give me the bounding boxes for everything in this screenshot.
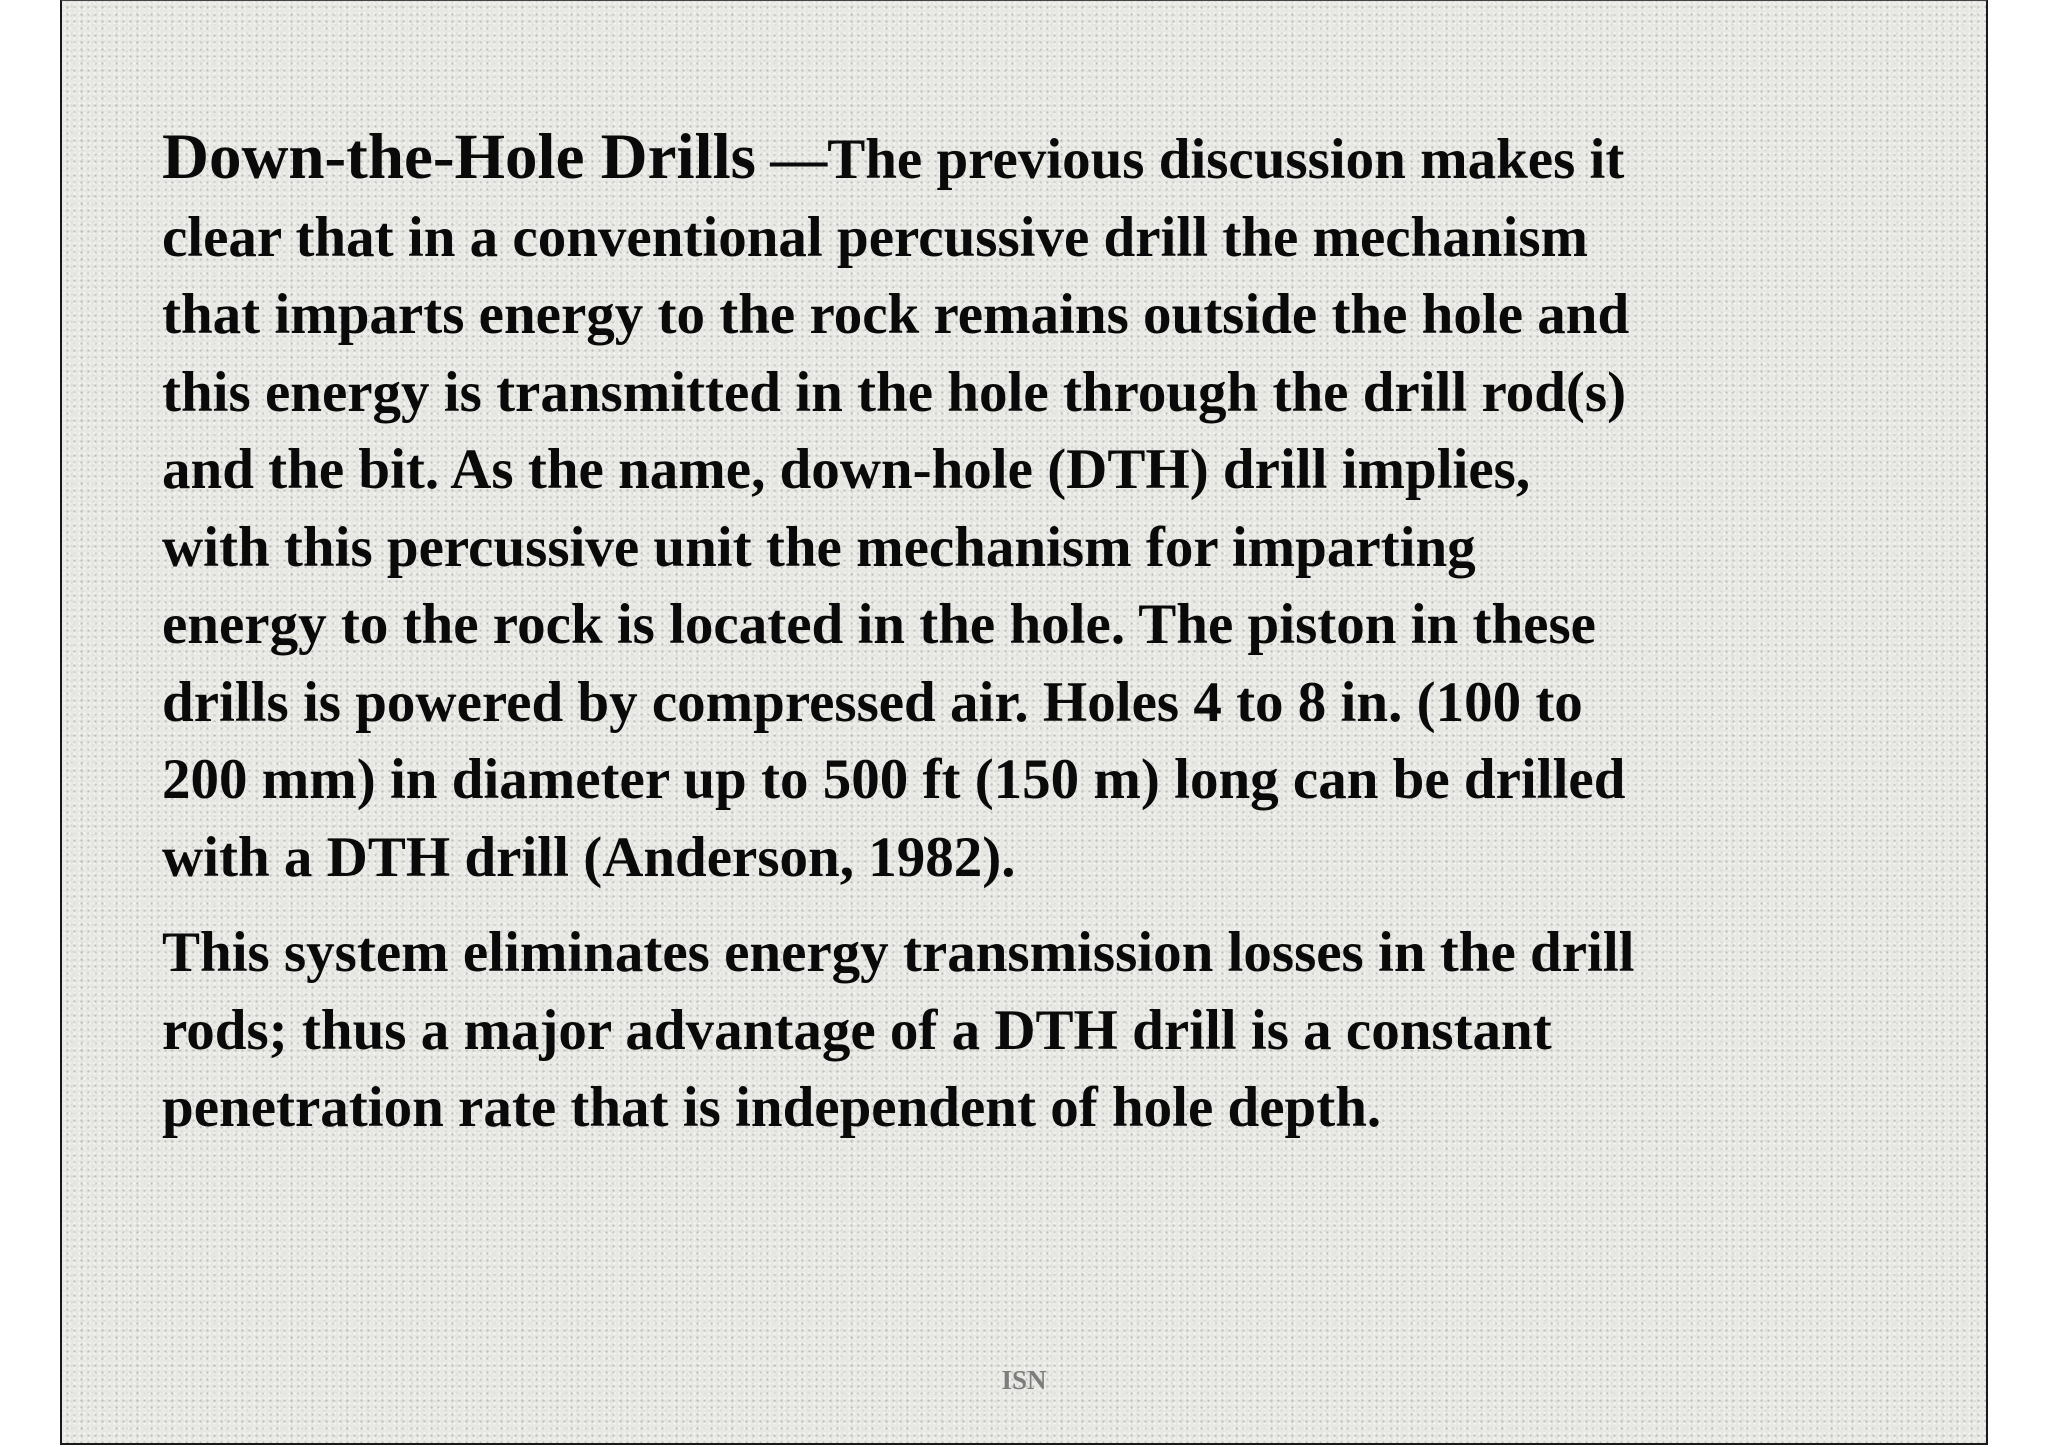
text-line: This system eliminates energy transmission losses in the drill	[162, 921, 1635, 984]
text-line: with a DTH drill (Anderson, 1982).	[162, 825, 1016, 889]
paragraph-dth-description	[162, 119, 1902, 896]
slide	[60, 0, 1988, 1445]
text-line: with this percussive unit the mechanism for imparting	[162, 515, 1476, 579]
footer-author-initials: ISN	[1001, 1365, 1047, 1395]
slide-heading: Down-the-Hole Drills	[162, 121, 756, 193]
text-line: —The previous discussion makes it	[755, 128, 1625, 191]
text-line: penetration rate that is independent of hole depth.	[162, 1076, 1382, 1139]
text-line: drills is powered by compressed air. Holes 4 to 8 in. (100 to	[162, 670, 1583, 734]
text-line: and the bit. As the name, down-hole (DTH) drill implies,	[162, 438, 1531, 501]
text-line: this energy is transmitted in the hole through the drill rod(s)	[162, 360, 1627, 424]
text-line: that imparts energy to the rock remains outside the hole and	[162, 283, 1630, 346]
text-line: rods; thus a major advantage of a DTH drill is a constant	[162, 998, 1552, 1062]
slide-content	[162, 119, 1902, 1147]
text-line: 200 mm) in diameter up to 500 ft (150 m) long can be drilled	[162, 748, 1626, 811]
text-line: energy to the rock is located in the hole. The piston in these	[162, 593, 1596, 656]
text-line: clear that in a conventional percussive drill the mechanism	[162, 205, 1589, 269]
paragraph-dth-advantage	[162, 914, 1902, 1147]
